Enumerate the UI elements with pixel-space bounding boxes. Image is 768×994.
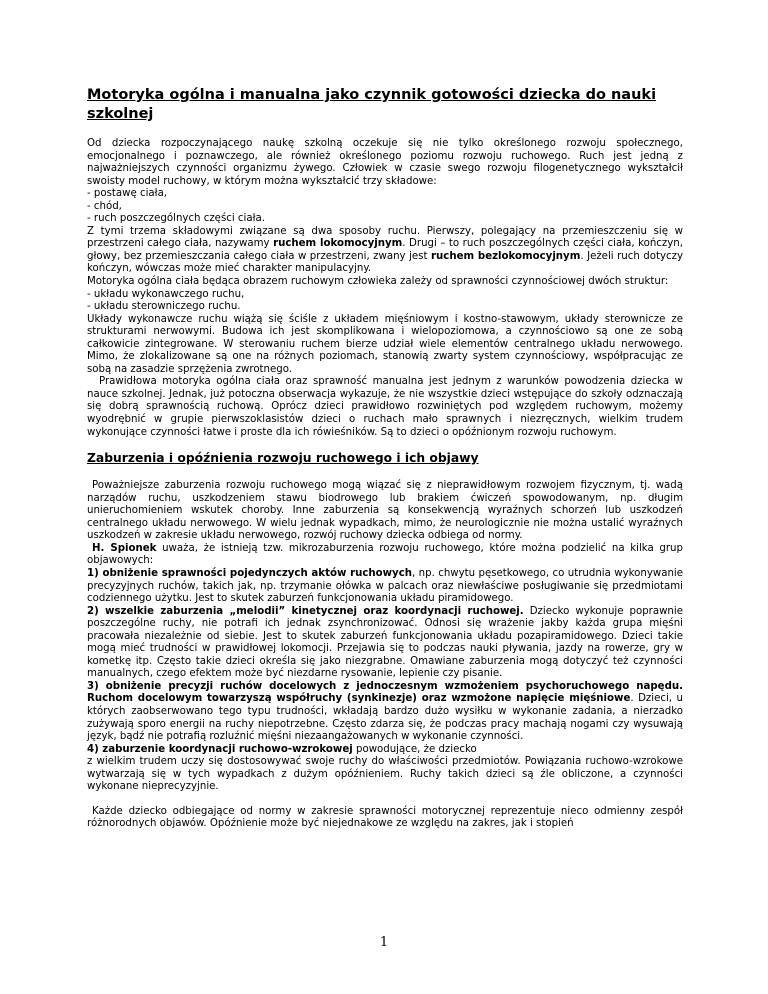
list-item: - postawę ciała, bbox=[87, 188, 168, 200]
paragraph-spionek: H. Spionek uważa, że istnieją tzw. mikrozaburzenia rozwoju ruchowego, które można podzielić na kilka grup objawowych: bbox=[87, 542, 683, 567]
paragraph-motor-skills: Prawidłowa motoryka ogólna ciała oraz sprawność manualna jest jednym z warunków powodzenia dziecka w nauce szkolnej. Jednak, już potoczna obserwacja wykazuje, że nie wszystkie dzieci wstępujące do szkoły odznaczają się dobrą sprawnością ruchową. Oprócz dzieci prawidłowo rozwiniętych pod względem ruchowym, możemy wyodrębnić w grupie pierwszoklasistów dzieci o ruchach mało sprawnych i niezręcznych, wielkim trudem wykonujące czynności łatwe i proste dla ich rówieśników. Są to dzieci o opóźnionym rozwoju ruchowym. bbox=[87, 376, 683, 438]
section-heading: Zaburzenia i opóźnienia rozwoju ruchowego i ich objawy bbox=[87, 451, 479, 466]
list-item: - chód, bbox=[87, 200, 122, 212]
document-title: Motoryka ogólna i manualna jako czynnik gotowości dziecka do nauki szkolnej bbox=[87, 87, 657, 122]
paragraph-movement-types: Z tymi trzema składowymi związane są dwa sposoby ruchu. Pierwszy, polegający na przemieszczeniu się w przestrzeni całego ciała, nazywamy ruchem lokomocyjnym. Drugi – to ruch poszczególnych części ciała, kończyn, głowy, bez przemieszczania całego ciała w przestrzeni, zwany jest ruchem bezlokomocyjnym. Jeżeli ruch dotyczy kończyn, wówczas może mieć charakter manipulacyjny. bbox=[87, 225, 684, 275]
list-item-2: 2) wszelkie zaburzenia „melodii” kinetycznej oraz koordynacji ruchowej. Dziecko wykonuje poprawnie poszczególne ruchy, nie potrafi ich jednak zsynchronizować. Odnosi się wrażenie jakby każda grupa mięśni pracowała niezależnie od siebie. Jest to skutek zaburzeń funkcjonowania układu pozapiramidowego. Dzieci takie mogą mieć trudności w prawidłowej lokomocji. Przejawia się to podczas nauki pływania, jazdy na rowerze, gry w kometkę itp. Często takie dzieci określa się jako niezgrabne. Omawiane zaburzenia mogą dotyczyć też czynności manualnych, czego efektem może być niezdarne rysowanie, lepienie czy pisanie. bbox=[87, 605, 683, 680]
paragraph-intro: Od dziecka rozpoczynającego naukę szkolną oczekuje się nie tylko określonego rozwoju społecznego, emocjonalnego i poznawczego, ale również określonego poziomu rozwoju ruchowego. Ruch jest jedną z najważniejszych czynności organizmu żywego. Człowiek w czasie swego rozwoju filogenetycznego wykształcił swoisty model ruchowy, w którym można wykształcić trzy składowe: bbox=[87, 138, 683, 187]
paragraph-disorders: Poważniejsze zaburzenia rozwoju ruchowego mogą wiązać się z nieprawidłowym rozwojem fizycznym, tj. wadą narządów ruchu, uszkodzeniem stawu biodrowego lub brakiem ćwiczeń spowodowanym, np. długim unieruchomieniem wskutek choroby. Inne zaburzenia są konsekwencją wyraźnych schorzeń lub uszkodzeń centralnego układu nerwowego. W wielu jednak wypadkach, mimo, że neurologicznie nie można ustalić wyraźnych uszkodzeń w zakresie układu nerwowego, rozwój ruchowy dziecka odbiega od normy. bbox=[87, 480, 683, 542]
paragraph-systems: Układy wykonawcze ruchu wiążą się ściśle z układem mięśniowym i kostno-stawowym, układy sterownicze ze strukturami nerwowymi. Budowa ich jest skomplikowana i wielopoziomowa, a czynnościowo są one ze sobą całkowicie zintegrowane. W sterowaniu ruchem bierze udział wiele elementów centralnego układu nerwowego. Mimo, że zlokalizowane są one na różnych poziomach, stanowią zwarty system czynnościowy, współpracując ze sobą na zasadzie sprzężenia zwrotnego. bbox=[87, 313, 683, 375]
list-item-4: 4) zaburzenie koordynacji ruchowo-wzrokowej powodujące, że dziecko bbox=[87, 743, 477, 755]
paragraph-final: Każde dziecko odbiegające od normy w zakresie sprawności motorycznej reprezentuje nieco odmienny zespół różnorodnych objawów. Opóźnienie może być niejednakowe ze względu na zakres, jak i stopień bbox=[87, 805, 683, 830]
list-item-1: 1) obniżenie sprawności pojedynczych aktów ruchowych, np. chwytu pęsetkowego, co utrudnia wykonywanie precyzyjnych ruchów, takich jak, np. trzymanie ołówka w palcach oraz niewłaściwe posługiwanie się przedmiotami codziennego użytku. Jest to skutek zaburzeń funkcjonowania układu piramidowego. bbox=[87, 567, 684, 605]
author-name: H. Spionek bbox=[92, 542, 157, 554]
paragraph-structures: Motoryka ogólna ciała będąca obrazem ruchowym człowieka zależy od sprawności czynnościowej dwóch struktur: bbox=[87, 276, 669, 288]
list-item: - ruch poszczególnych części ciała. bbox=[87, 213, 265, 225]
list-item-3: 3) obniżenie precyzji ruchów docelowych z jednoczesnym wzmożeniem psychoruchowego napędu. Ruchom docelowym towarzyszą współruchy (synkinezje) oraz wzmożone napięcie mięśniowe. Dzieci, u których zaobserwowano tego typu trudności, wkładają bardzo dużo wysiłku w wykonanie zadania, a nierzadko zużywają sporo energii na ruchy niepotrzebne. Często zdarza się, że podczas pracy machają nogami czy wysuwają język, bądź nie potrafią rozluźnić mięśni niezaangażowanych w wykonanie czynności. bbox=[87, 680, 683, 743]
page-number: 1 bbox=[379, 935, 389, 950]
bold-term: ruchem bezlokomocyjnym bbox=[431, 250, 581, 262]
list-item-4-continued: z wielkim trudem uczy się dostosowywać swoje ruchy do właściwości przedmiotów. Powiązania ruchowo-wzrokowe wytwarzają się w tych wypadkach z dużym opóźnieniem. Ruchy takich dzieci są źle obliczone, a czynności wykonane nieprecyzyjnie. bbox=[87, 756, 683, 793]
document-page bbox=[87, 86, 683, 831]
bold-term: ruchem lokomocyjnym bbox=[273, 238, 403, 250]
list-item: - układu sterowniczego ruchu. bbox=[87, 301, 241, 313]
list-item: - układu wykonawczego ruchu, bbox=[87, 288, 245, 300]
